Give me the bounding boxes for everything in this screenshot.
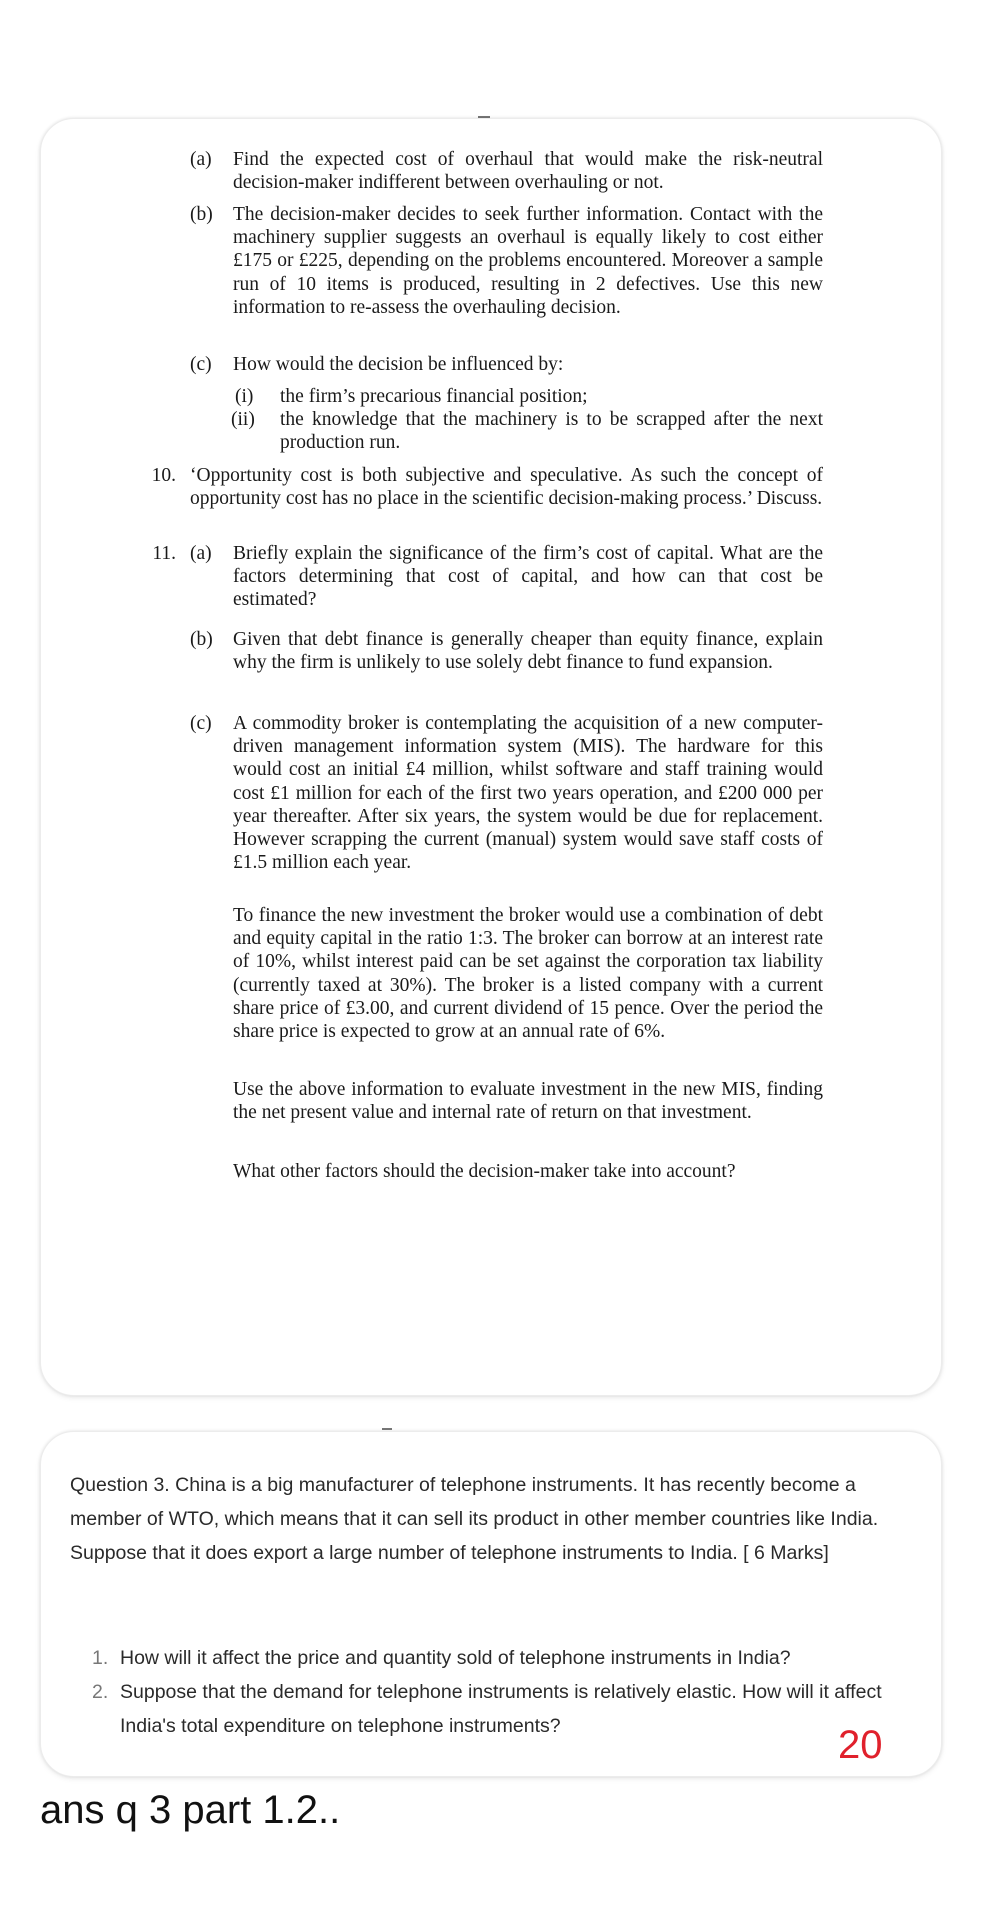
question-number-badge: 20 (838, 1723, 883, 1767)
question-3-text: Question 3. China is a big manufacturer of telephone instruments. It has recently become a member of WTO, which means that it can sell its product in other member countries like India. Suppose that it does export a large number of telephone instruments to India. [ 6 Marks] (70, 1474, 879, 1564)
list-item-number: 1. (92, 1647, 109, 1669)
q9-c-ii-text: the knowledge that the machinery is to be scrapped after the next production run. (280, 409, 823, 454)
q11-b-label: (b) (190, 629, 213, 650)
q11-c-paragraph-3: Use the above information to evaluate investment in the new MIS, finding the net present value and internal rate of return on that investment. (233, 1079, 823, 1124)
q9-b-label: (b) (190, 204, 213, 225)
q9-a-label: (a) (190, 149, 212, 170)
q11-c-paragraph-2: To finance the new investment the broker would use a combination of debt and equity capital in the ratio 1:3. The broker can borrow at an interest rate of 10%, whilst interest paid can be set against the corporation tax liability (currently taxed at 30%). The broker is a listed company with a current share price of £3.00, and current dividend of 15 pence. Over the period the share price is expected to grow at an annual rate of 6%. (233, 905, 823, 1043)
q11-c-paragraph-4: What other factors should the decision-maker take into account? (233, 1161, 736, 1182)
q9-b-text: The decision-maker decides to seek further information. Contact with the machinery supplier suggests an overhaul is equally likely to cost either £175 or £225, depending on the problems encountered. Moreover a sample run of 10 items is produced, resulting in 2 defectives. Use this new information to re-assess the overhauling decision. (233, 204, 823, 318)
q9-c-i-text: the firm’s precarious financial position; (280, 386, 588, 407)
scan-mark (382, 1428, 392, 1430)
q11-c-label: (c) (190, 713, 212, 734)
q9-c-text: How would the decision be influenced by: (233, 354, 564, 375)
q11-number: 11. (152, 543, 176, 564)
q9-c-i-label: (i) (235, 386, 254, 407)
q11-b-text: Given that debt finance is generally cheaper than equity finance, explain why the firm is unlikely to use solely debt finance to fund expansion. (233, 629, 823, 674)
q9-c-label: (c) (190, 354, 212, 375)
q11-c-paragraph-1: A commodity broker is contemplating the acquisition of a new computer-driven management information system (MIS). The hardware for this would cost an initial £4 million, whilst software and staff training would cost £1 million for each of the first two years operation, and £200 000 per year thereafter. After six years, the system would be due for replacement. However scrapping the current (manual) system would save staff costs of £1.5 million each year. (233, 713, 823, 874)
q10-text: ‘Opportunity cost is both subjective and speculative. As such the concept of opportunity cost has no place in the scientific decision-making process.’ Discuss. (190, 465, 823, 510)
list-item-text: Suppose that the demand for telephone instruments is relatively elastic. How will it affect India's total expenditure on telephone instruments? (120, 1681, 882, 1737)
q10-number: 10. (151, 465, 176, 486)
q9-c-ii-label: (ii) (231, 409, 255, 430)
q9-a-text: Find the expected cost of overhaul that would make the risk-neutral decision-maker indifferent between overhauling or not. (233, 149, 823, 194)
q11-a-label: (a) (190, 543, 212, 564)
list-item-number: 2. (92, 1681, 109, 1703)
list-item-text: How will it affect the price and quantity sold of telephone instruments in India? (120, 1647, 791, 1669)
user-message: ans q 3 part 1.2.. (40, 1788, 341, 1832)
q11-a-text: Briefly explain the significance of the firm’s cost of capital. What are the factors determining that cost of capital, and how can that cost be estimated? (233, 543, 823, 611)
